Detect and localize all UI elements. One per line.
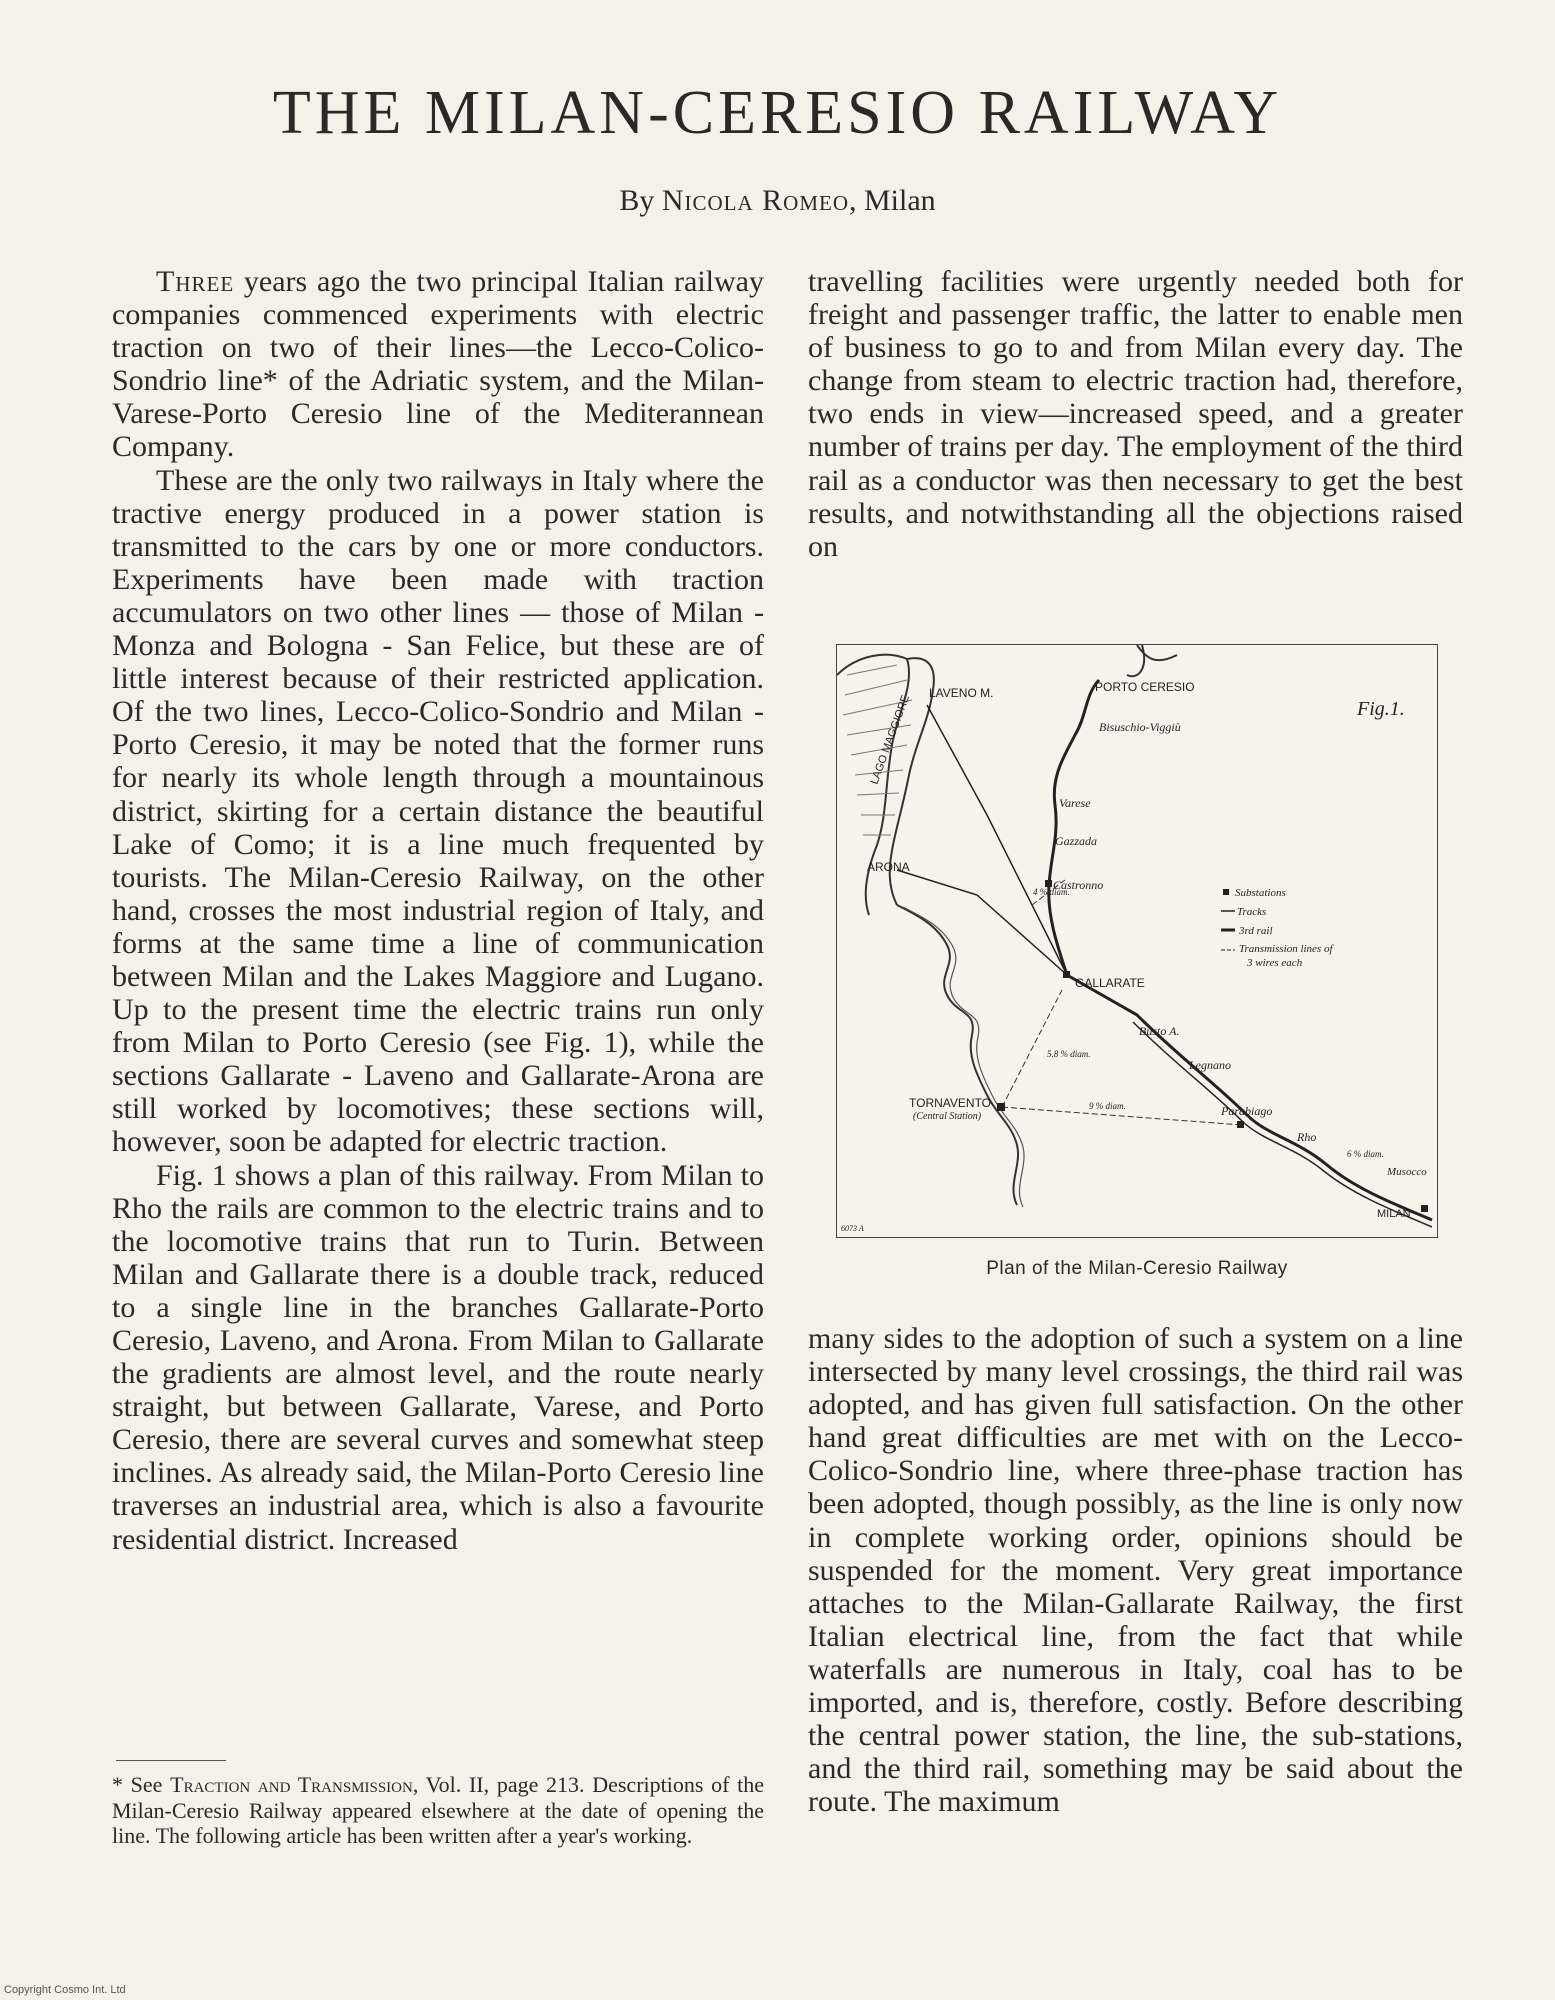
footnote-rule: [116, 1760, 226, 1761]
legend-substations: Substations: [1235, 887, 1286, 899]
figure-number: Fig.1.: [1357, 698, 1405, 720]
substation-castronno: [1045, 880, 1052, 887]
ticino-river: [897, 905, 1018, 1205]
label-diam-3: 9 % diam.: [1089, 1101, 1126, 1111]
label-busto: Busto A.: [1139, 1024, 1180, 1038]
copyright-watermark: Copyright Cosmo Int. Ltd: [4, 1984, 126, 1996]
footnote-prefix: * See: [112, 1772, 171, 1797]
footnote: [112, 1772, 764, 1849]
lake-shore-west: [837, 655, 909, 915]
footnote-text: , Vol. II, page 213. Descriptions of the Milan-Ceresio Railway appeared elsewhere at the date of opening the line. The following article has been written after a year's working.: [112, 1772, 764, 1848]
substation-parabiago: [1237, 1121, 1244, 1128]
paragraph-4: travelling facilities were urgently needed both for freight and passenger traffic, the latter to enable men of business to go to and from Milan every day. The change from steam to electric traction had, therefore, two ends in view—increased speed, and a greater number of trains per day. The employment of the third rail as a conductor was then necessary to get the best results, and notwithstanding all the objections raised on: [808, 265, 1463, 563]
label-bisuschio: Bisuschio-Viggiù: [1099, 720, 1181, 734]
branch-laveno: [927, 705, 1067, 975]
legend-transmission-2: 3 wires each: [1247, 957, 1303, 969]
author-name: Nicola Romeo: [661, 184, 849, 217]
label-diam-2: 5.8 % diam.: [1047, 1049, 1091, 1059]
label-gallarate: GALLARATE: [1075, 976, 1145, 990]
route-map-figure: [836, 644, 1438, 1238]
figure-caption: Plan of the Milan-Ceresio Railway: [986, 1258, 1288, 1279]
right-column-bottom: [808, 1322, 1463, 1818]
label-diam-4: 6 % diam.: [1347, 1149, 1384, 1159]
label-tornavento: TORNAVENTO: [909, 1096, 992, 1110]
label-parabiago: Parabiago: [1221, 1104, 1273, 1118]
left-column: [112, 265, 764, 1556]
paragraph-1-text: years ago the two principal Italian railway companies commenced experiments with electric traction on two of their lines—the Lecco-Colico-Sondrio line* of the Adriatic system, and the Milan-Varese-Porto Ceresio line of the Mediterannean Company.: [112, 265, 764, 464]
substation-tornavento: [997, 1103, 1005, 1111]
article-title: THE MILAN-CERESIO RAILWAY: [272, 79, 1283, 147]
paragraph-1: [112, 265, 764, 464]
substation-gallarate: [1063, 971, 1070, 978]
label-central-station: (Central Station): [913, 1111, 982, 1122]
byline: [0, 184, 1555, 218]
legend-third-rail: 3rd rail: [1239, 925, 1273, 937]
legend-tracks: Tracks: [1237, 906, 1267, 918]
label-diam-1: 4 % diam.: [1033, 887, 1070, 897]
right-column-top: [808, 265, 1463, 563]
paragraph-5: many sides to the adoption of such a system on a line intersected by many level crossings, the third rail was adopted, and has given full satisfaction. On the other hand great difficulties are met with on the Lecco-Colico-Sondrio line, where three-phase traction has been adopted, though possibly, as the line is only now in complete working order, opinions should be suspended for the moment. Very great importance attaches to the Milan-Gallarate Railway, the first Italian electrical line, from the fact that while waterfalls are numerous in Italy, coal has to be imported, and is, therefore, costly. Before describing the central power station, the line, the sub-stations, and the third rail, something may be said about the route. The maximum: [808, 1322, 1463, 1819]
label-musocco: Musocco: [1387, 1166, 1427, 1178]
label-laveno: LAVENO M.: [929, 686, 994, 700]
map-legend: [1221, 887, 1334, 969]
paragraph-2: These are the only two railways in Italy where the tractive energy produced in a power station is transmitted to the cars by one or more conductors. Experiments have been made with traction accumulators on two other lines — those of Milan - Monza and Bologna - San Felice, but these are of little interest because of their restricted application. Of the two lines, Lecco-Colico-Sondrio and Milan - Porto Ceresio, it may be noted that the former runs for nearly its whole length through a mountainous district, skirting for a certain distance the beautiful Lake of Como; it is a line much frequented by tourists. The Milan-Ceresio Railway, on the other hand, crosses the most industrial region of Italy, and forms at the same time a line of communication between Milan and the Lakes Maggiore and Lugano. Up to the present time the electric trains run only from Milan to Porto Ceresio (see Fig. 1), while the sections Gallarate - Laveno and Gallarate-Arona are still worked by locomotives; these sections will, however, soon be adapted for electric traction.: [112, 463, 764, 1159]
label-milan: MILAN: [1377, 1208, 1411, 1220]
byline-suffix: , Milan: [849, 184, 936, 217]
label-porto-ceresio: PORTO CERESIO: [1095, 680, 1195, 694]
route-map: [837, 645, 1437, 1237]
label-castronno: Castronno: [1053, 878, 1104, 892]
plate-number: 6073 A: [841, 1224, 864, 1233]
label-varese: Varese: [1059, 796, 1091, 810]
byline-prefix: By: [619, 184, 662, 217]
label-arona: ARONA: [867, 860, 910, 874]
main-track: [1067, 975, 1432, 1220]
label-legnano: Legnano: [1189, 1058, 1231, 1072]
label-gazzada: Gazzada: [1055, 834, 1098, 848]
lake-label: LAGO MAGGIORE: [868, 693, 913, 787]
paragraph-3: Fig. 1 shows a plan of this railway. From Milan to Rho the rails are common to the electric trains and to the locomotive trains that run to Turin. Between Milan and Gallarate there is a double track, reduced to a single line in the branches Gallarate-Porto Ceresio, Laveno, and Arona. From Milan to Gallarate the gradients are almost level, and the route nearly straight, but between Gallarate, Varese, and Porto Ceresio, there are several curves and somewhat steep inclines. As already said, the Milan-Porto Ceresio line traverses an industrial area, which is also a favourite residential district. Increased: [112, 1158, 764, 1556]
label-rho: Rho: [1297, 1130, 1317, 1144]
drop-word: Three: [156, 265, 235, 298]
branch-ceresio: [1049, 680, 1099, 975]
legend-transmission: Transmission lines of: [1239, 943, 1333, 955]
lake-lugano: [1127, 645, 1177, 676]
footnote-journal: Traction and Transmission: [170, 1772, 413, 1797]
substation-milan: [1421, 1205, 1428, 1212]
